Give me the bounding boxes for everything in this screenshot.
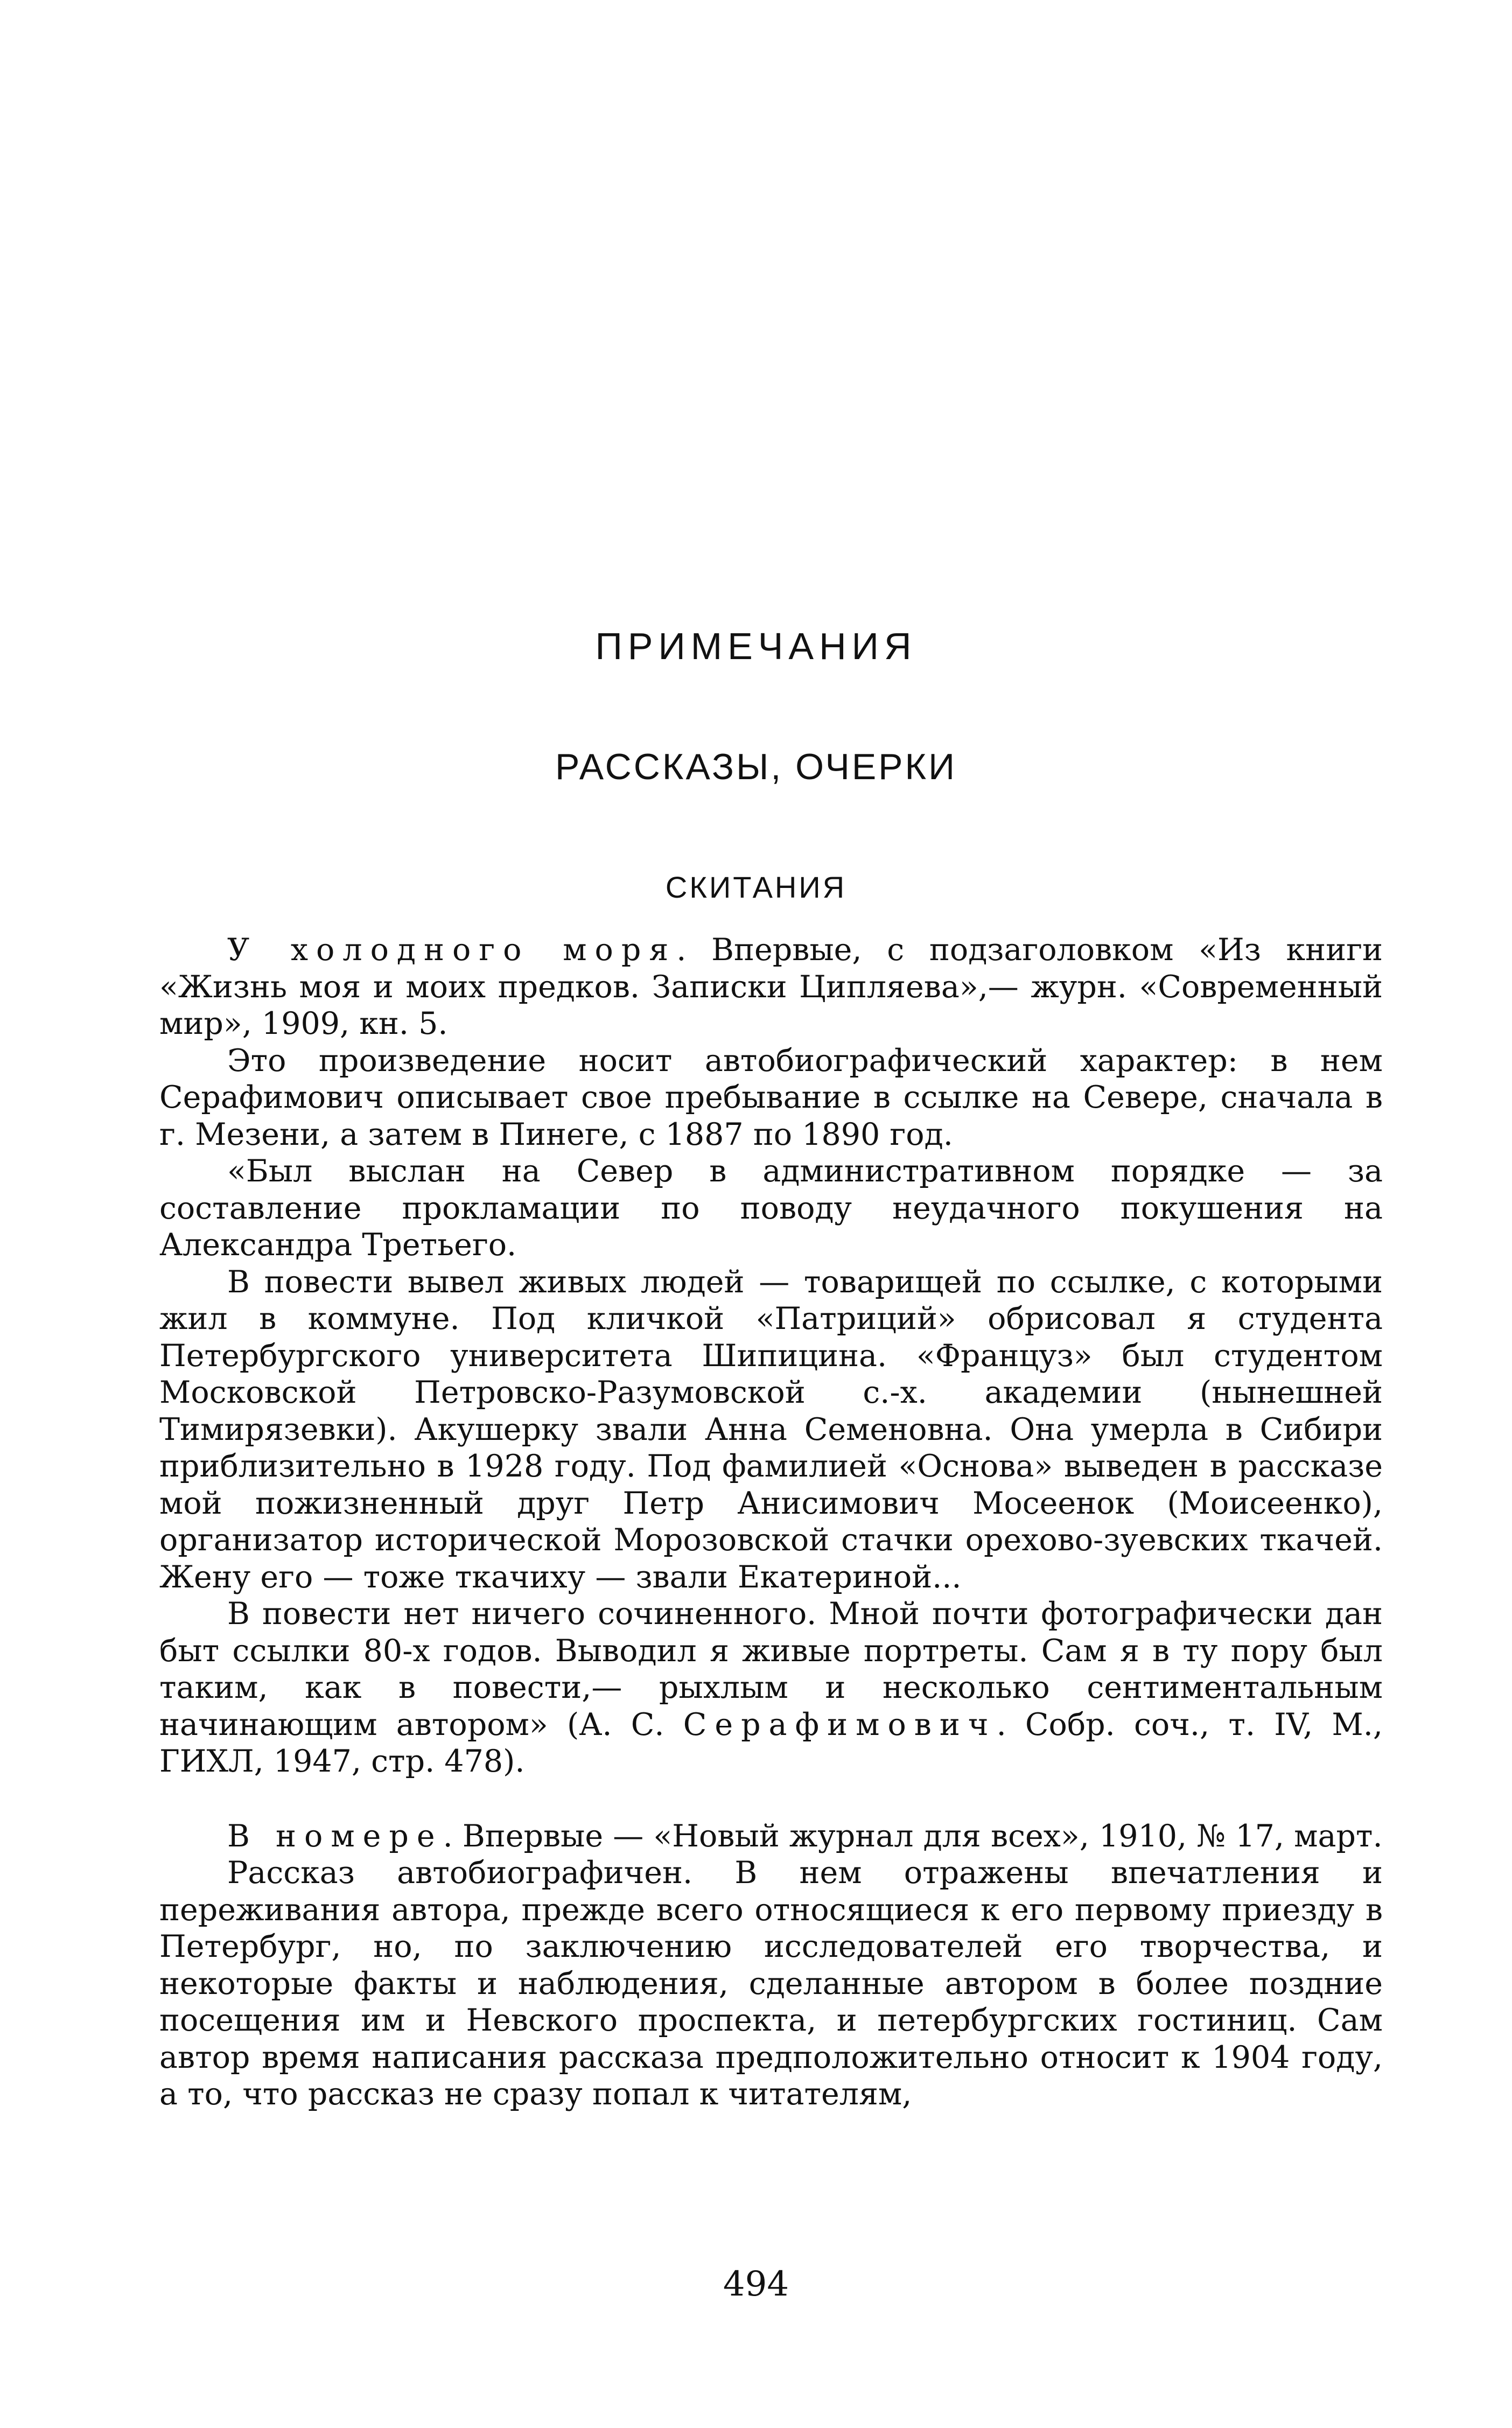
entry2-title: В номере [227, 1818, 443, 1854]
entry1-paragraph-4: В повести вывел живых людей — товарищей по ссылке, с которыми жил в коммуне. Под кличкой «Патриций» обрисовал я студента Петербургского университета Шипицина. «Француз» был студентом Московской Петровско-Разумовской с.-х. академии (нынешней Тимирязевки). Акушерку звали Анна Семеновна. Она умерла в Сибири приблизительно в 1928 году. Под фамилией «Основа» выведен в рассказе мой пожизненный друг Петр Анисимович Мосеенок (Моисеенко), организатор исторической Морозовской стачки орехово-зуевских ткачей. Жену его — тоже ткачиху — звали Екатериной... [159, 1264, 1383, 1595]
entry1-paragraph-5 [159, 1596, 1383, 1780]
entry2-source: . Впервые — «Новый журнал для всех», 1910, № 17, март. [443, 1818, 1383, 1854]
part-title: СКИТАНИЯ [665, 870, 847, 904]
entry1-quote-citation: . Собр. соч., т. IV, М., ГИХЛ, 1947, стр. 478). [159, 1706, 1383, 1779]
section-title: ПРИМЕЧАНИЯ [595, 625, 917, 667]
entry1-author-name: Серафимович [683, 1706, 997, 1743]
entry1-source: . Впервые, с подзаголовком «Из книги «Жизнь моя и моих предков. Записки Ципляева»,— журн. «Современный мир», 1909, кн. 5. [159, 932, 1383, 1041]
entry2-paragraph-2: Рассказ автобиографичен. В нем отражены впечатления и переживания автора, прежде всего относящиеся к его первому приезду в Петербург, но, по заключению исследователей его творчества, и некоторые факты и наблюдения, сделанные автором в более поздние посещения им и Невского проспекта, и петербургских гостиниц. Сам автор время написания рассказа предположительно относит к 1904 году, а то, что рассказ не сразу попал к читателям, [159, 1855, 1383, 2112]
subsection-title: РАССКАЗЫ, ОЧЕРКИ [555, 746, 957, 787]
entry-separator [159, 1780, 1383, 1818]
entry1-title: У холодного моря [227, 932, 677, 968]
entry1-paragraph-1 [159, 932, 1383, 1042]
notes-body [159, 932, 1383, 2113]
entry1-paragraph-2: Это произведение носит автобиографический характер: в нем Серафимович описывает свое пребывание в ссылке на Севере, сначала в г. Мезени, а затем в Пинеге, с 1887 по 1890 год. [159, 1042, 1383, 1152]
entry2-paragraph-1 [159, 1818, 1383, 1855]
entry1-paragraph-3: «Был выслан на Север в административном порядке — за составление прокламации по поводу неудачного покушения на Александра Третьего. [159, 1153, 1383, 1263]
entry1-quote-text: В повести нет ничего сочиненного. Мной почти фотографически дан быт ссылки 80-х годов. Выводил я живые портреты. Сам я в ту пору был таким, как в повести,— рыхлым и несколько сентиментальным начинающим автором» (А. С. [159, 1596, 1383, 1743]
page-number: 494 [723, 2264, 789, 2304]
